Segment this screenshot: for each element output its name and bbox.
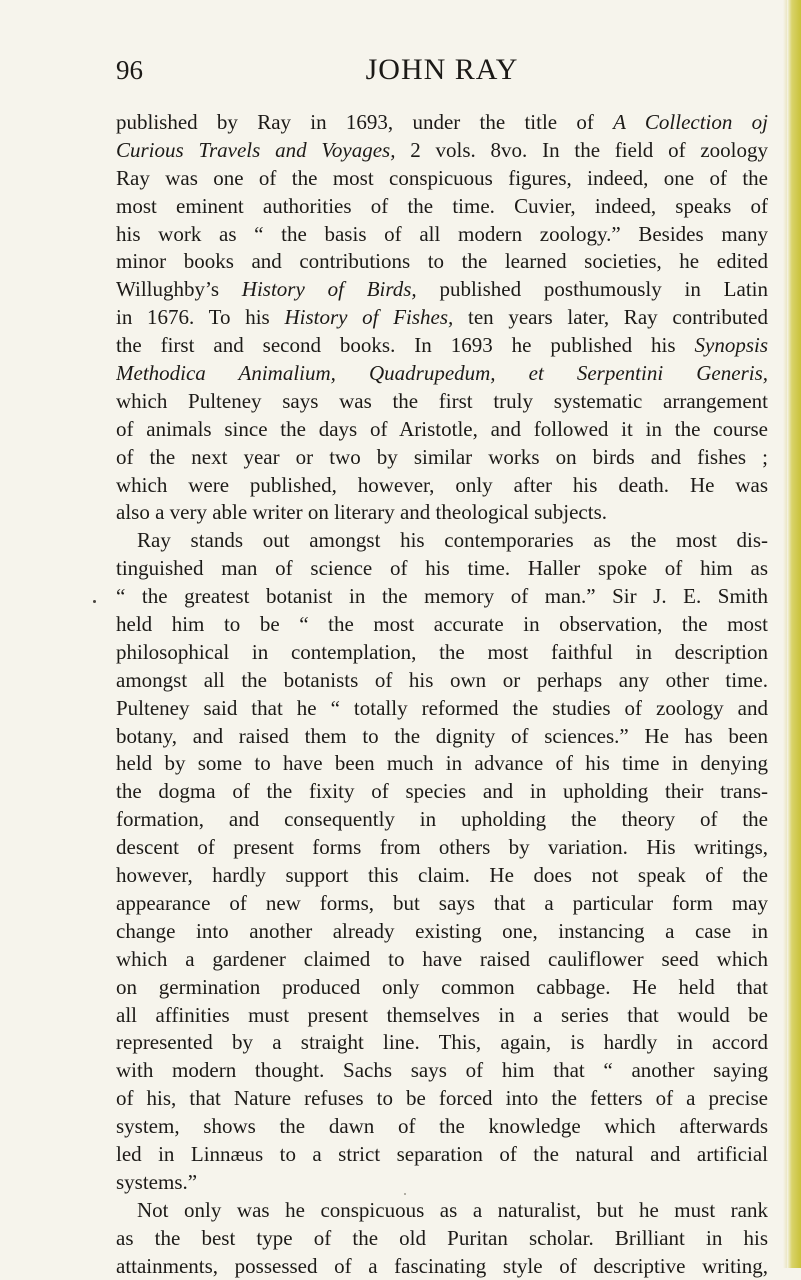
- italic-title-text: Methodica Animalium, Quadrupedum, et Serpentini Generis,: [116, 361, 768, 386]
- text-segment: systems.”: [116, 1169, 198, 1194]
- italic-title-text: A Collection oj: [613, 110, 768, 134]
- text-line: [116, 611, 768, 639]
- text-line: [116, 332, 768, 360]
- text-segment: published by Ray in 1693, under the title of: [116, 110, 614, 134]
- text-segment: 2 vols. 8vo. In the field of zoology: [395, 137, 768, 162]
- text-line: [116, 695, 768, 723]
- text-line: [116, 555, 768, 583]
- text-segment: which a gardener claimed to have raised cauliflower seed which: [116, 946, 768, 971]
- text-segment: ten years later, Ray contributed: [453, 305, 768, 330]
- text-segment: appearance of new forms, but says that a particular form may: [116, 890, 768, 915]
- margin-mark: [93, 600, 96, 603]
- print-speck: [404, 1193, 406, 1195]
- text-segment: led in Linnæus to a strict separation of the natural and artificial: [116, 1141, 768, 1166]
- italic-title-text: History of Birds,: [241, 277, 417, 302]
- text-segment: of his, that Nature refuses to be forced into the fetters of a precise: [116, 1086, 768, 1111]
- text-line: [116, 165, 768, 193]
- page-header: [116, 50, 768, 90]
- text-line: [116, 276, 768, 304]
- text-line: [116, 862, 768, 890]
- text-segment: which Pulteney says was the first truly systematic arrangement: [116, 388, 768, 413]
- text-line: [116, 221, 768, 249]
- text-segment: of the next year or two by similar works on birds and fishes ;: [116, 444, 768, 469]
- text-segment: also a very able writer on literary and theological subjects.: [116, 500, 607, 525]
- text-segment: system, shows the dawn of the knowledge which afterwards: [116, 1114, 768, 1139]
- text-line: [116, 1057, 768, 1085]
- italic-title-text: Curious Travels and Voyages,: [116, 137, 396, 162]
- text-segment: botany, and raised them to the dignity of sciences.” He has been: [116, 723, 768, 748]
- text-line: [116, 723, 768, 751]
- text-line: [116, 109, 768, 137]
- text-line: [116, 388, 768, 416]
- text-segment: as the best type of the old Puritan scholar. Brilliant in his: [116, 1225, 768, 1250]
- text-line: [116, 918, 768, 946]
- text-line: [116, 1085, 768, 1113]
- text-line: [116, 974, 768, 1002]
- text-segment: however, hardly support this claim. He does not speak of the: [116, 863, 768, 888]
- text-line: [116, 499, 768, 527]
- text-segment: held by some to have been much in advance of his time in denying: [116, 751, 768, 776]
- text-line: [116, 193, 768, 221]
- text-line: [116, 834, 768, 862]
- text-line: [116, 304, 768, 332]
- text-line: [116, 778, 768, 806]
- text-segment: held him to be “ the most accurate in observation, the most: [116, 612, 768, 637]
- text-line: [116, 1113, 768, 1141]
- text-line: [116, 137, 768, 165]
- text-segment: amongst all the botanists of his own or perhaps any other time.: [116, 667, 768, 692]
- text-segment: attainments, possessed of a fascinating style of descriptive writing,: [116, 1253, 768, 1278]
- text-line: [116, 583, 768, 611]
- text-segment: Ray stands out amongst his contemporaries as the most dis-: [137, 528, 768, 553]
- text-line: [116, 1169, 768, 1197]
- text-segment: the dogma of the fixity of species and in upholding their trans-: [116, 779, 768, 804]
- text-line: [116, 1197, 768, 1225]
- text-segment: Pulteney said that he “ totally reformed the studies of zoology and: [116, 695, 768, 720]
- text-segment: of animals since the days of Aristotle, and followed it in the course: [116, 416, 768, 441]
- text-segment: in 1676. To his: [116, 305, 285, 330]
- text-segment: philosophical in contemplation, the most faithful in description: [116, 639, 768, 664]
- text-segment: tinguished man of science of his time. Haller spoke of him as: [116, 556, 768, 581]
- text-segment: Not only was he conspicuous as a naturalist, but he must rank: [137, 1197, 768, 1222]
- text-segment: formation, and consequently in upholding the theory of the: [116, 807, 768, 832]
- text-segment: Ray was one of the most conspicuous figures, indeed, one of the: [116, 165, 768, 190]
- text-line: [116, 639, 768, 667]
- text-segment: with modern thought. Sachs says of him that “ another saying: [116, 1058, 768, 1083]
- text-line: [116, 444, 768, 472]
- text-line: [116, 1141, 768, 1169]
- text-segment: his work as “ the basis of all modern zoology.” Besides many: [116, 221, 768, 246]
- text-line: [116, 1225, 768, 1253]
- text-line: [116, 1253, 768, 1280]
- text-segment: “ the greatest botanist in the memory of man.” Sir J. E. Smith: [116, 584, 768, 609]
- text-line: [116, 416, 768, 444]
- text-segment: the first and second books. In 1693 he published his: [116, 333, 695, 358]
- text-segment: change into another already existing one, instancing a case in: [116, 918, 768, 943]
- text-line: [116, 1002, 768, 1030]
- text-segment: published posthumously in Latin: [416, 277, 768, 302]
- text-line: [116, 890, 768, 918]
- text-segment: on germination produced only common cabbage. He held that: [116, 974, 768, 999]
- running-title: JOHN RAY: [365, 53, 519, 86]
- text-line: [116, 1029, 768, 1057]
- text-line: [116, 472, 768, 500]
- text-segment: represented by a straight line. This, again, is hardly in accord: [116, 1030, 768, 1055]
- text-segment: descent of present forms from others by variation. His writings,: [116, 835, 768, 860]
- text-line: [116, 360, 768, 388]
- text-segment: most eminent authorities of the time. Cuvier, indeed, speaks of: [116, 193, 768, 218]
- text-line: [116, 667, 768, 695]
- italic-title-text: Synopsis: [694, 333, 768, 358]
- page-number: 96: [116, 55, 143, 85]
- page-edge: [787, 0, 801, 1268]
- text-line: [116, 750, 768, 778]
- text-segment: all affinities must present themselves in a series that would be: [116, 1002, 768, 1027]
- text-segment: minor books and contributions to the learned societies, he edited: [116, 249, 768, 274]
- body-text: [116, 109, 768, 1280]
- text-segment: Willughby’s: [116, 277, 242, 302]
- text-line: [116, 806, 768, 834]
- text-line: [116, 527, 768, 555]
- text-segment: which were published, however, only after his death. He was: [116, 472, 768, 497]
- italic-title-text: History of Fishes,: [284, 305, 454, 330]
- text-line: [116, 248, 768, 276]
- text-line: [116, 946, 768, 974]
